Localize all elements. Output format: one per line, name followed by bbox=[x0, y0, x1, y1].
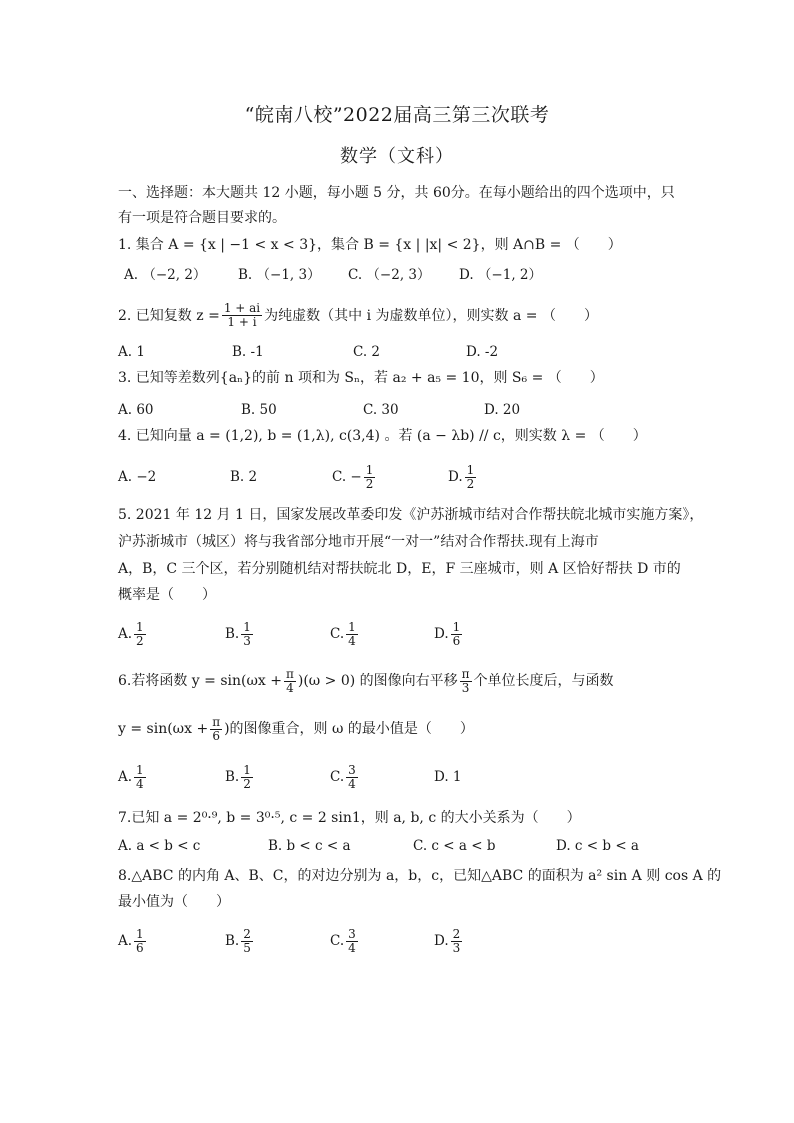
q8-option-b-label: B. bbox=[225, 933, 240, 949]
q6-line2-prefix: y = sin(ωx + bbox=[118, 721, 209, 737]
q3-option-b: B. 50 bbox=[241, 402, 277, 418]
question-7-options bbox=[118, 831, 678, 861]
q6-option-b-label: B. bbox=[225, 769, 240, 785]
question-5-options bbox=[118, 617, 678, 651]
q1-option-b: B. （−1, 3） bbox=[238, 267, 321, 283]
q6-option-c bbox=[330, 760, 360, 794]
question-2-options bbox=[118, 337, 678, 367]
q5-option-d bbox=[434, 617, 464, 651]
q6-b-num: 1 bbox=[243, 762, 251, 777]
q2-option-d: D. -2 bbox=[466, 344, 499, 360]
q6-pi6-den: 6 bbox=[212, 728, 220, 743]
q2-option-a: A. 1 bbox=[118, 344, 145, 360]
q6-option-b bbox=[225, 760, 255, 794]
q4-option-a: A. −2 bbox=[118, 469, 157, 485]
q8-option-b bbox=[225, 924, 255, 958]
q5-a-den: 2 bbox=[136, 633, 144, 648]
q4-d-num: 1 bbox=[466, 462, 475, 477]
q1-option-c: C. （−2, 3） bbox=[348, 267, 431, 283]
question-1: 1. 集合 A = {x | −1 < x < 3}，集合 B = {x | |x| < 2}，则 A∩B = （ ） bbox=[118, 237, 622, 253]
q5-option-d-label: D. bbox=[434, 626, 449, 642]
q2-fraction bbox=[222, 302, 262, 329]
q6-b-den: 2 bbox=[243, 776, 251, 791]
section-instructions-line2: 有一项是符合题目要求的。 bbox=[118, 210, 286, 226]
question-6-line1 bbox=[118, 664, 614, 698]
q5-option-c-fraction bbox=[346, 621, 358, 648]
q8-a-den: 6 bbox=[136, 940, 144, 955]
q7-option-c: C. c < a < b bbox=[413, 838, 496, 854]
q8-a-num: 1 bbox=[136, 926, 144, 941]
q8-option-a bbox=[118, 924, 148, 958]
q4-option-d-fraction bbox=[465, 464, 477, 491]
q8-option-c bbox=[330, 924, 360, 958]
q8-c-den: 4 bbox=[348, 940, 356, 955]
question-3: 3. 已知等差数列{aₙ}的前 n 项和为 Sₙ，若 a₂ + a₅ = 10，则 S₆ = （ ） bbox=[118, 370, 604, 386]
question-4: 4. 已知向量 a = (1,2), b = (1,λ), c(3,4) 。若 (a − λb) // c，则实数 λ = （ ） bbox=[118, 428, 647, 444]
q8-c-num: 3 bbox=[348, 926, 356, 941]
q2-frac-den: 1 + i bbox=[227, 315, 257, 329]
q5-option-c bbox=[330, 617, 360, 651]
q4-c-den: 2 bbox=[365, 476, 374, 491]
q6-option-a bbox=[118, 760, 148, 794]
q6-option-d: D. 1 bbox=[434, 769, 462, 785]
question-5-line4: 概率是（ ） bbox=[118, 587, 216, 603]
q8-d-num: 2 bbox=[452, 926, 461, 941]
q8-option-b-fraction bbox=[241, 928, 253, 955]
q4-option-c bbox=[332, 460, 377, 494]
q8-option-a-fraction bbox=[134, 928, 146, 955]
q2-frac-num: 1 + ai bbox=[223, 301, 261, 315]
q6-frac-pi-3 bbox=[460, 668, 472, 695]
q2-option-b: B. -1 bbox=[232, 344, 264, 360]
q5-option-a-label: A. bbox=[118, 626, 133, 642]
question-8-options bbox=[118, 924, 678, 958]
q6-pi6-num: π bbox=[212, 714, 221, 729]
q5-option-b bbox=[225, 617, 255, 651]
question-3-options bbox=[118, 395, 678, 425]
q8-option-d-fraction bbox=[451, 928, 463, 955]
q8-option-a-label: A. bbox=[118, 933, 133, 949]
q4-option-d bbox=[448, 460, 478, 494]
question-5-line1: 5. 2021 年 12 月 1 日，国家发展改革委印发《沪苏浙城市结对合作帮扶皖北城市实施方案》， bbox=[118, 507, 704, 523]
q4-c-num: 1 bbox=[365, 462, 374, 477]
q7-option-a: A. a < b < c bbox=[118, 838, 201, 854]
q6-pi4-num: π bbox=[285, 666, 294, 681]
q3-option-d: D. 20 bbox=[484, 402, 521, 418]
q5-c-num: 1 bbox=[348, 619, 356, 634]
question-8-line2: 最小值为（ ） bbox=[118, 894, 230, 910]
q6-c-num: 3 bbox=[348, 762, 356, 777]
question-4-options bbox=[118, 460, 678, 494]
q5-c-den: 4 bbox=[348, 633, 356, 648]
q8-b-den: 5 bbox=[243, 940, 251, 955]
q6-a-den: 4 bbox=[136, 776, 144, 791]
q6-frac-pi-4 bbox=[284, 668, 296, 695]
q5-option-b-label: B. bbox=[225, 626, 240, 642]
question-5-line2: 沪苏浙城市（城区）将与我省部分地市开展“一对一”结对合作帮扶.现有上海市 bbox=[118, 534, 599, 550]
q6-suffix: 个单位长度后，与函数 bbox=[473, 673, 614, 689]
question-5-line3: A，B，C 三个区，若分别随机结对帮扶皖北 D，E，F 三座城市，则 A 区恰好帮扶 D 市的 bbox=[118, 561, 681, 577]
q2-prefix: 2. 已知复数 z = bbox=[118, 307, 220, 324]
question-2 bbox=[118, 302, 598, 329]
q6-mid: )(ω > 0) 的图像向右平移 bbox=[297, 673, 458, 689]
q6-prefix: 6.若将函数 y = sin(ωx + bbox=[118, 673, 282, 689]
question-1-options bbox=[118, 258, 678, 288]
q5-b-den: 3 bbox=[243, 633, 251, 648]
q1-option-d: D. （−1, 2） bbox=[459, 267, 542, 283]
q6-pi3-num: π bbox=[461, 666, 470, 681]
exam-subtitle: 数学（文科） bbox=[340, 146, 454, 167]
q8-option-c-label: C. bbox=[330, 933, 345, 949]
q4-d-den: 2 bbox=[466, 476, 475, 491]
question-7: 7.已知 a = 2⁰·⁹, b = 3⁰·⁵, c = 2 sin1，则 a, b, c 的大小关系为（ ） bbox=[118, 810, 581, 826]
q5-b-num: 1 bbox=[243, 619, 251, 634]
q8-option-d-label: D. bbox=[434, 933, 449, 949]
q4-option-c-label: C. − bbox=[332, 469, 362, 485]
exam-title: “皖南八校”2022届高三第三次联考 bbox=[244, 104, 550, 126]
question-6-options bbox=[118, 760, 678, 794]
q4-option-d-label: D. bbox=[448, 469, 463, 485]
q3-option-a: A. 60 bbox=[118, 402, 154, 418]
q5-d-num: 1 bbox=[452, 619, 461, 634]
q3-option-c: C. 30 bbox=[363, 402, 399, 418]
q7-option-d: D. c < b < a bbox=[556, 838, 639, 854]
q6-line2-suffix: )的图像重合，则 ω 的最小值是（ ） bbox=[224, 721, 474, 737]
q6-pi3-den: 3 bbox=[461, 680, 470, 695]
q5-option-b-fraction bbox=[241, 621, 253, 648]
q6-option-b-fraction bbox=[241, 764, 253, 791]
q4-option-c-fraction bbox=[364, 464, 376, 491]
q6-option-a-label: A. bbox=[118, 769, 133, 785]
q5-option-c-label: C. bbox=[330, 626, 345, 642]
q6-option-c-label: C. bbox=[330, 769, 345, 785]
q2-option-c: C. 2 bbox=[353, 344, 381, 360]
q5-option-d-fraction bbox=[451, 621, 463, 648]
q8-option-c-fraction bbox=[346, 928, 358, 955]
q6-a-num: 1 bbox=[136, 762, 144, 777]
q8-b-num: 2 bbox=[243, 926, 251, 941]
q8-option-d bbox=[434, 924, 464, 958]
q6-option-c-fraction bbox=[346, 764, 358, 791]
q5-a-num: 1 bbox=[136, 619, 144, 634]
q8-d-den: 3 bbox=[452, 940, 461, 955]
question-6-line2 bbox=[118, 712, 474, 746]
q7-option-b: B. b < c < a bbox=[268, 838, 351, 854]
q1-option-a: A. （−2, 2） bbox=[124, 267, 207, 283]
q4-option-b: B. 2 bbox=[230, 469, 258, 485]
q6-frac-pi-6 bbox=[210, 716, 222, 743]
q5-option-a bbox=[118, 617, 148, 651]
q6-pi4-den: 4 bbox=[286, 680, 294, 695]
q6-c-den: 4 bbox=[348, 776, 356, 791]
section-instructions-line1: 一、选择题：本大题共 12 小题，每小题 5 分，共 60分。在每小题给出的四个选项中，只 bbox=[118, 185, 675, 201]
q2-suffix: 为纯虚数（其中 i 为虚数单位），则实数 a = （ ） bbox=[264, 307, 598, 324]
q5-d-den: 6 bbox=[452, 633, 461, 648]
question-8-line1: 8.△ABC 的内角 A、B、C，的对边分别为 a，b，c，已知△ABC 的面积为 a² sin A 则 cos A 的 bbox=[118, 868, 722, 884]
q6-option-a-fraction bbox=[134, 764, 146, 791]
q5-option-a-fraction bbox=[134, 621, 146, 648]
